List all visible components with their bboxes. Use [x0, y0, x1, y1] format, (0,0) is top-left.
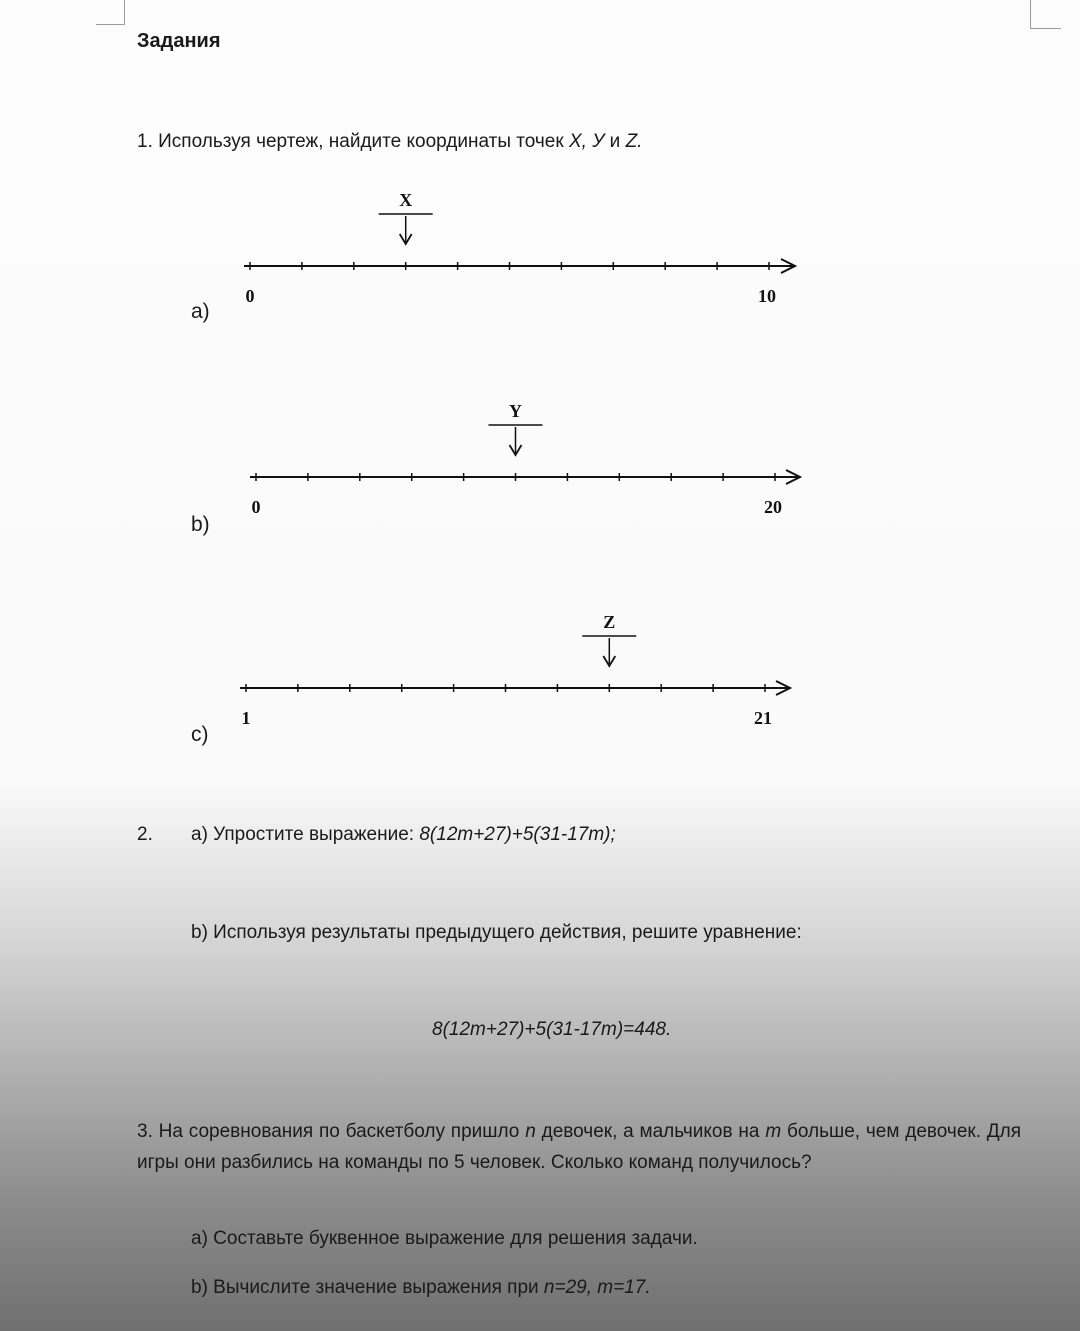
- task1-text: Используя чертеж, найдите координаты точек: [158, 131, 564, 152]
- task3-var-n: n: [525, 1121, 536, 1142]
- task3-a: а) Составьте буквенное выражение для решения задачи.: [191, 1228, 698, 1249]
- task3-text-1: 3. На соревнования по баскетболу пришло: [137, 1121, 520, 1142]
- task2-a: [191, 824, 616, 846]
- task3-text-2: девочек, а мальчиков на: [541, 1121, 760, 1142]
- task1-var-x: X,: [568, 131, 587, 152]
- task3-b: [191, 1277, 651, 1299]
- task2-b: b) Используя результаты предыдущего действия, решите уравнение:: [191, 922, 802, 943]
- number-line-a-end-label: 10: [758, 286, 776, 306]
- number-line-b-start-label: 0: [251, 497, 261, 517]
- page-title: Задания: [137, 30, 221, 52]
- number-line-c-start-label: 1: [241, 708, 251, 728]
- number-line-c-end-label: 21: [754, 708, 772, 728]
- task2-a-label: а) Упростите выражение:: [191, 824, 415, 845]
- task1-var-z: Z.: [625, 131, 643, 152]
- point-y-label: Y: [509, 401, 522, 421]
- task3-b-values: n=29, m=17.: [543, 1277, 651, 1298]
- task1-conj: и: [609, 131, 621, 152]
- task2-number: 2.: [137, 824, 153, 845]
- line-c-label: c): [191, 723, 209, 746]
- task3-text-3: больше, чем девочек. Для игры они разбились на команды по 5 человек. Сколько команд получилось?: [137, 1121, 1022, 1173]
- task1-var-y: У: [592, 131, 605, 152]
- task3-b-label: b) Вычислите значение выражения при: [191, 1277, 539, 1298]
- line-a-label: a): [191, 300, 210, 323]
- task2-a-expression: 8(12m+27)+5(31-17m);: [419, 824, 616, 845]
- task2-equation: 8(12m+27)+5(31-17m)=448.: [432, 1019, 672, 1040]
- number-line-a-start-label: 0: [245, 286, 255, 306]
- task3-statement: [137, 1116, 1021, 1178]
- task1-number: 1.: [137, 131, 153, 152]
- number-line-b-end-label: 20: [764, 497, 782, 517]
- point-z-label: Z: [603, 612, 616, 632]
- point-x-label: X: [399, 190, 413, 210]
- line-b-label: b): [191, 513, 210, 536]
- task3-var-m: m: [765, 1121, 782, 1142]
